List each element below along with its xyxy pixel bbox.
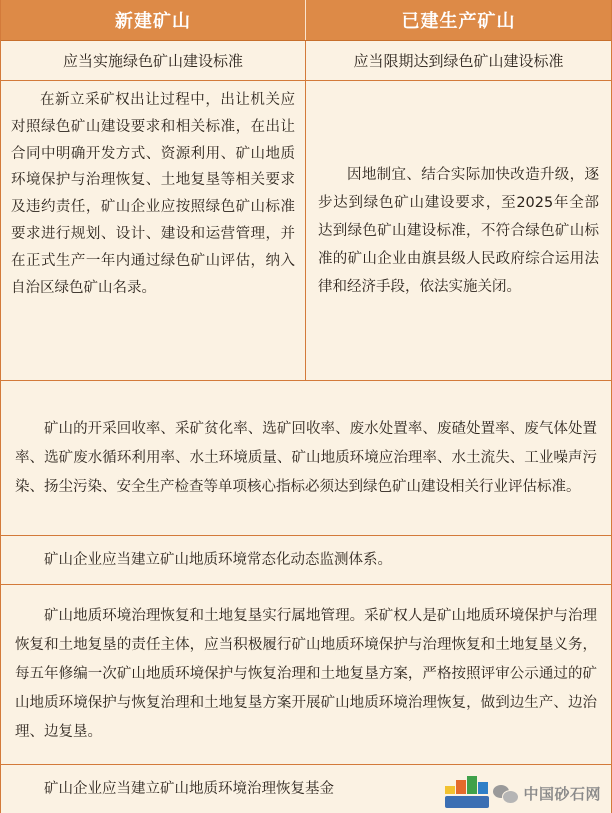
requirement-new-mines: 应当实施绿色矿山建设标准	[1, 41, 306, 80]
monitoring-text: 矿山企业应当建立矿山地质环境常态化动态监测体系。	[44, 551, 392, 568]
details-existing-mines-text: 因地制宜、结合实际加快改造升级，逐步达到绿色矿山建设要求，至2025年全部达到绿色矿山建设标准，不符合绿色矿山标准的矿山企业由旗县级人民政府综合运用法律和经济手段，依法实施关闭。	[318, 166, 599, 295]
fund-text: 矿山企业应当建立矿山地质环境治理恢复基金	[44, 780, 334, 797]
requirement-row	[1, 41, 611, 81]
core-indicators-text: 矿山的开采回收率、采矿贫化率、选矿回收率、废水处置率、废碴处置率、废气体处置率、选矿废水循环利用率、水土环境质量、矿山地质环境应治理率、水土流失、工业噪声污染、扬尘污染、安全生产检查等单项核心指标必须达到绿色矿山建设相关行业评估标准。	[15, 420, 597, 495]
restoration-text: 矿山地质环境治理恢复和土地复垦实行属地管理。采矿权人是矿山地质环境保护与治理恢复和土地复垦的责任主体，应当积极履行矿山地质环境保护与治理恢复和土地复垦义务，每五年修编一次矿山地质环境保护与恢复治理和土地复垦方案，严格按照评审公示通过的矿山地质环境保护与恢复治理和土地复垦方案开展矿山地质环境治理恢复，做到边生产、边治理、边复垦。	[15, 608, 597, 740]
wechat-icon	[493, 783, 519, 803]
watermark	[445, 776, 601, 810]
requirement-existing-mines: 应当限期达到绿色矿山建设标准	[353, 52, 564, 70]
details-new-mines	[1, 81, 306, 380]
watermark-text: 中国砂石网	[523, 784, 601, 803]
details-new-mines-text: 在新立采矿权出让过程中，出让机关应对照绿色矿山建设要求和相关标准，在出让合同中明确开发方式、资源利用、矿山地质环境保护与治理恢复、土地复垦等相关要求及违约责任，矿山企业应按照绿色矿山标准要求进行规划、设计、建设和运营管理，并在正式生产一年内通过绿色矿山评估，纳入自治区绿色矿山名录。	[11, 92, 295, 296]
table-header-row	[1, 0, 611, 41]
header-new-mines: 新建矿山	[1, 0, 306, 40]
china-sand-stone-logo-icon	[445, 776, 489, 810]
restoration-row	[1, 585, 611, 765]
header-existing-mines: 已建生产矿山	[401, 11, 516, 32]
details-row	[1, 81, 611, 381]
details-existing-mines	[306, 81, 611, 380]
monitoring-row	[1, 536, 611, 585]
core-indicators-row	[1, 381, 611, 536]
